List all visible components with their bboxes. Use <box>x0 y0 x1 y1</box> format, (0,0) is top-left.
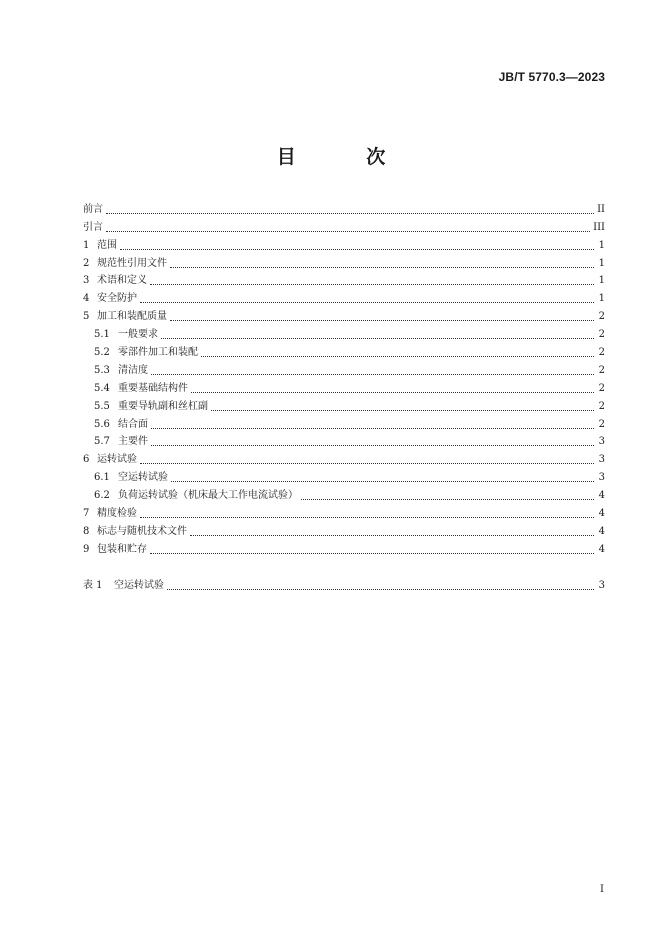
leader-dots <box>151 444 594 446</box>
leader-dots <box>191 391 594 393</box>
leader-dots <box>201 355 594 357</box>
toc-entry-number: 5.6 <box>94 418 110 430</box>
toc-entry-5-6[interactable] <box>83 413 605 431</box>
page-title: 目 次 <box>276 146 418 168</box>
toc-entry-label: 一般要求 <box>118 329 158 341</box>
toc-entry-number: 6.1 <box>94 472 110 484</box>
toc-entry-label: 零部件加工和装配 <box>118 347 198 359</box>
toc-entry-page: 4 <box>598 490 605 502</box>
toc-entry-number: 6.2 <box>94 490 110 502</box>
leader-dots <box>140 301 594 303</box>
toc-entry-5-3[interactable] <box>83 359 605 377</box>
toc-entry-number: 7 <box>83 508 90 520</box>
leader-dots <box>150 552 594 554</box>
toc-spacer <box>83 556 605 574</box>
toc-entry-5[interactable] <box>83 305 605 323</box>
toc-entry-6[interactable] <box>83 448 605 466</box>
table-entry-number: 表 1 <box>83 579 103 591</box>
toc-entry-label: 负荷运转试验（机床最大工作电流试验） <box>118 490 298 502</box>
toc-entry-3[interactable] <box>83 270 605 288</box>
leader-dots <box>106 212 594 214</box>
leader-dots <box>211 409 594 411</box>
leader-dots <box>150 283 594 285</box>
toc-entry-label: 运转试验 <box>97 454 137 466</box>
toc-entry-label: 主要件 <box>118 436 148 448</box>
toc-entry-page: 1 <box>598 257 605 269</box>
toc-entry-number: 5.3 <box>94 364 110 376</box>
toc-entry-number: 5.1 <box>94 329 110 341</box>
toc-entry-label: 重要导轨副和丝杠副 <box>118 400 208 412</box>
toc-entry-8[interactable] <box>83 520 605 538</box>
page-number: I <box>600 884 604 895</box>
toc-entry-number: 1 <box>83 239 90 251</box>
toc-entry-2[interactable] <box>83 252 605 270</box>
toc-entry-number: 6 <box>83 454 90 466</box>
leader-dots <box>151 373 594 375</box>
toc-entry-number: 5.4 <box>94 382 110 394</box>
toc-entry-5-1[interactable] <box>83 323 605 341</box>
toc-entry-label: 清洁度 <box>118 364 148 376</box>
leader-dots <box>167 588 594 590</box>
toc-entry-page: 2 <box>598 347 605 359</box>
toc-entry-5-7[interactable] <box>83 431 605 449</box>
toc-entry-page: 4 <box>598 543 605 555</box>
toc-entry-page: 3 <box>598 454 605 466</box>
toc-entry-page: 1 <box>598 239 605 251</box>
toc-entry-page: 3 <box>598 472 605 484</box>
leader-dots <box>171 480 594 482</box>
toc-entry-number: 5 <box>83 311 90 323</box>
toc-entry-number: 8 <box>83 525 90 537</box>
toc-entry-page: 1 <box>598 275 605 287</box>
toc-entry-page: 2 <box>598 400 605 412</box>
toc-entry-number: 3 <box>83 275 90 287</box>
toc-entry-7[interactable] <box>83 502 605 520</box>
toc-entry-label: 范围 <box>97 239 117 251</box>
toc-entry-number: 4 <box>83 293 90 305</box>
toc-entry-page: 4 <box>598 508 605 520</box>
table-entry-label: 空运转试验 <box>114 579 164 591</box>
standard-number: JB/T 5770.3—2023 <box>498 70 605 84</box>
toc-entry-5-4[interactable] <box>83 377 605 395</box>
toc-entry-label: 空运转试验 <box>118 472 168 484</box>
toc-entry-number: 5.7 <box>94 436 110 448</box>
table-entry-page: 3 <box>598 579 605 591</box>
toc-entry-4[interactable] <box>83 287 605 305</box>
leader-dots <box>170 319 594 321</box>
toc-entry-page: III <box>593 221 605 233</box>
toc-entry-label: 术语和定义 <box>97 275 147 287</box>
toc-entry-number: 5.5 <box>94 400 110 412</box>
toc-entry-foreword[interactable] <box>83 198 605 216</box>
toc-entry-table-1[interactable] <box>83 574 605 592</box>
toc-entry-label: 加工和装配质量 <box>97 311 167 323</box>
toc-entry-label: 重要基础结构件 <box>118 382 188 394</box>
toc-entry-6-2[interactable] <box>83 484 605 502</box>
leader-dots <box>161 337 594 339</box>
leader-dots <box>120 248 594 250</box>
toc-entry-page: II <box>597 203 605 215</box>
toc-entry-introduction[interactable] <box>83 216 605 234</box>
toc-entry-label: 结合面 <box>118 418 148 430</box>
toc-entry-9[interactable] <box>83 538 605 556</box>
toc-entry-label: 规范性引用文件 <box>97 257 167 269</box>
leader-dots <box>140 462 594 464</box>
leader-dots <box>151 427 594 429</box>
toc-entry-page: 2 <box>598 418 605 430</box>
toc-entry-label: 精度检验 <box>97 508 137 520</box>
toc-entry-1[interactable] <box>83 234 605 252</box>
toc-entry-5-2[interactable] <box>83 341 605 359</box>
toc-entry-label: 安全防护 <box>97 293 137 305</box>
toc-entry-label: 前言 <box>83 203 103 215</box>
leader-dots <box>140 516 594 518</box>
toc-entry-page: 1 <box>598 293 605 305</box>
leader-dots <box>301 498 594 500</box>
toc-entry-number: 5.2 <box>94 347 110 359</box>
toc-entry-5-5[interactable] <box>83 395 605 413</box>
toc-entry-page: 2 <box>598 364 605 376</box>
toc-entry-label: 引言 <box>83 221 103 233</box>
leader-dots <box>170 266 594 268</box>
leader-dots <box>106 230 590 232</box>
toc-entry-6-1[interactable] <box>83 466 605 484</box>
toc-entry-page: 4 <box>598 525 605 537</box>
toc-entry-page: 2 <box>598 329 605 341</box>
leader-dots <box>190 534 594 536</box>
table-of-contents <box>83 198 605 592</box>
toc-entry-label: 包装和贮存 <box>97 543 147 555</box>
toc-entry-page: 2 <box>598 382 605 394</box>
toc-entry-label: 标志与随机技术文件 <box>97 525 187 537</box>
toc-entry-page: 2 <box>598 311 605 323</box>
toc-entry-number: 2 <box>83 257 90 269</box>
toc-entry-page: 3 <box>598 436 605 448</box>
toc-entry-number: 9 <box>83 543 90 555</box>
